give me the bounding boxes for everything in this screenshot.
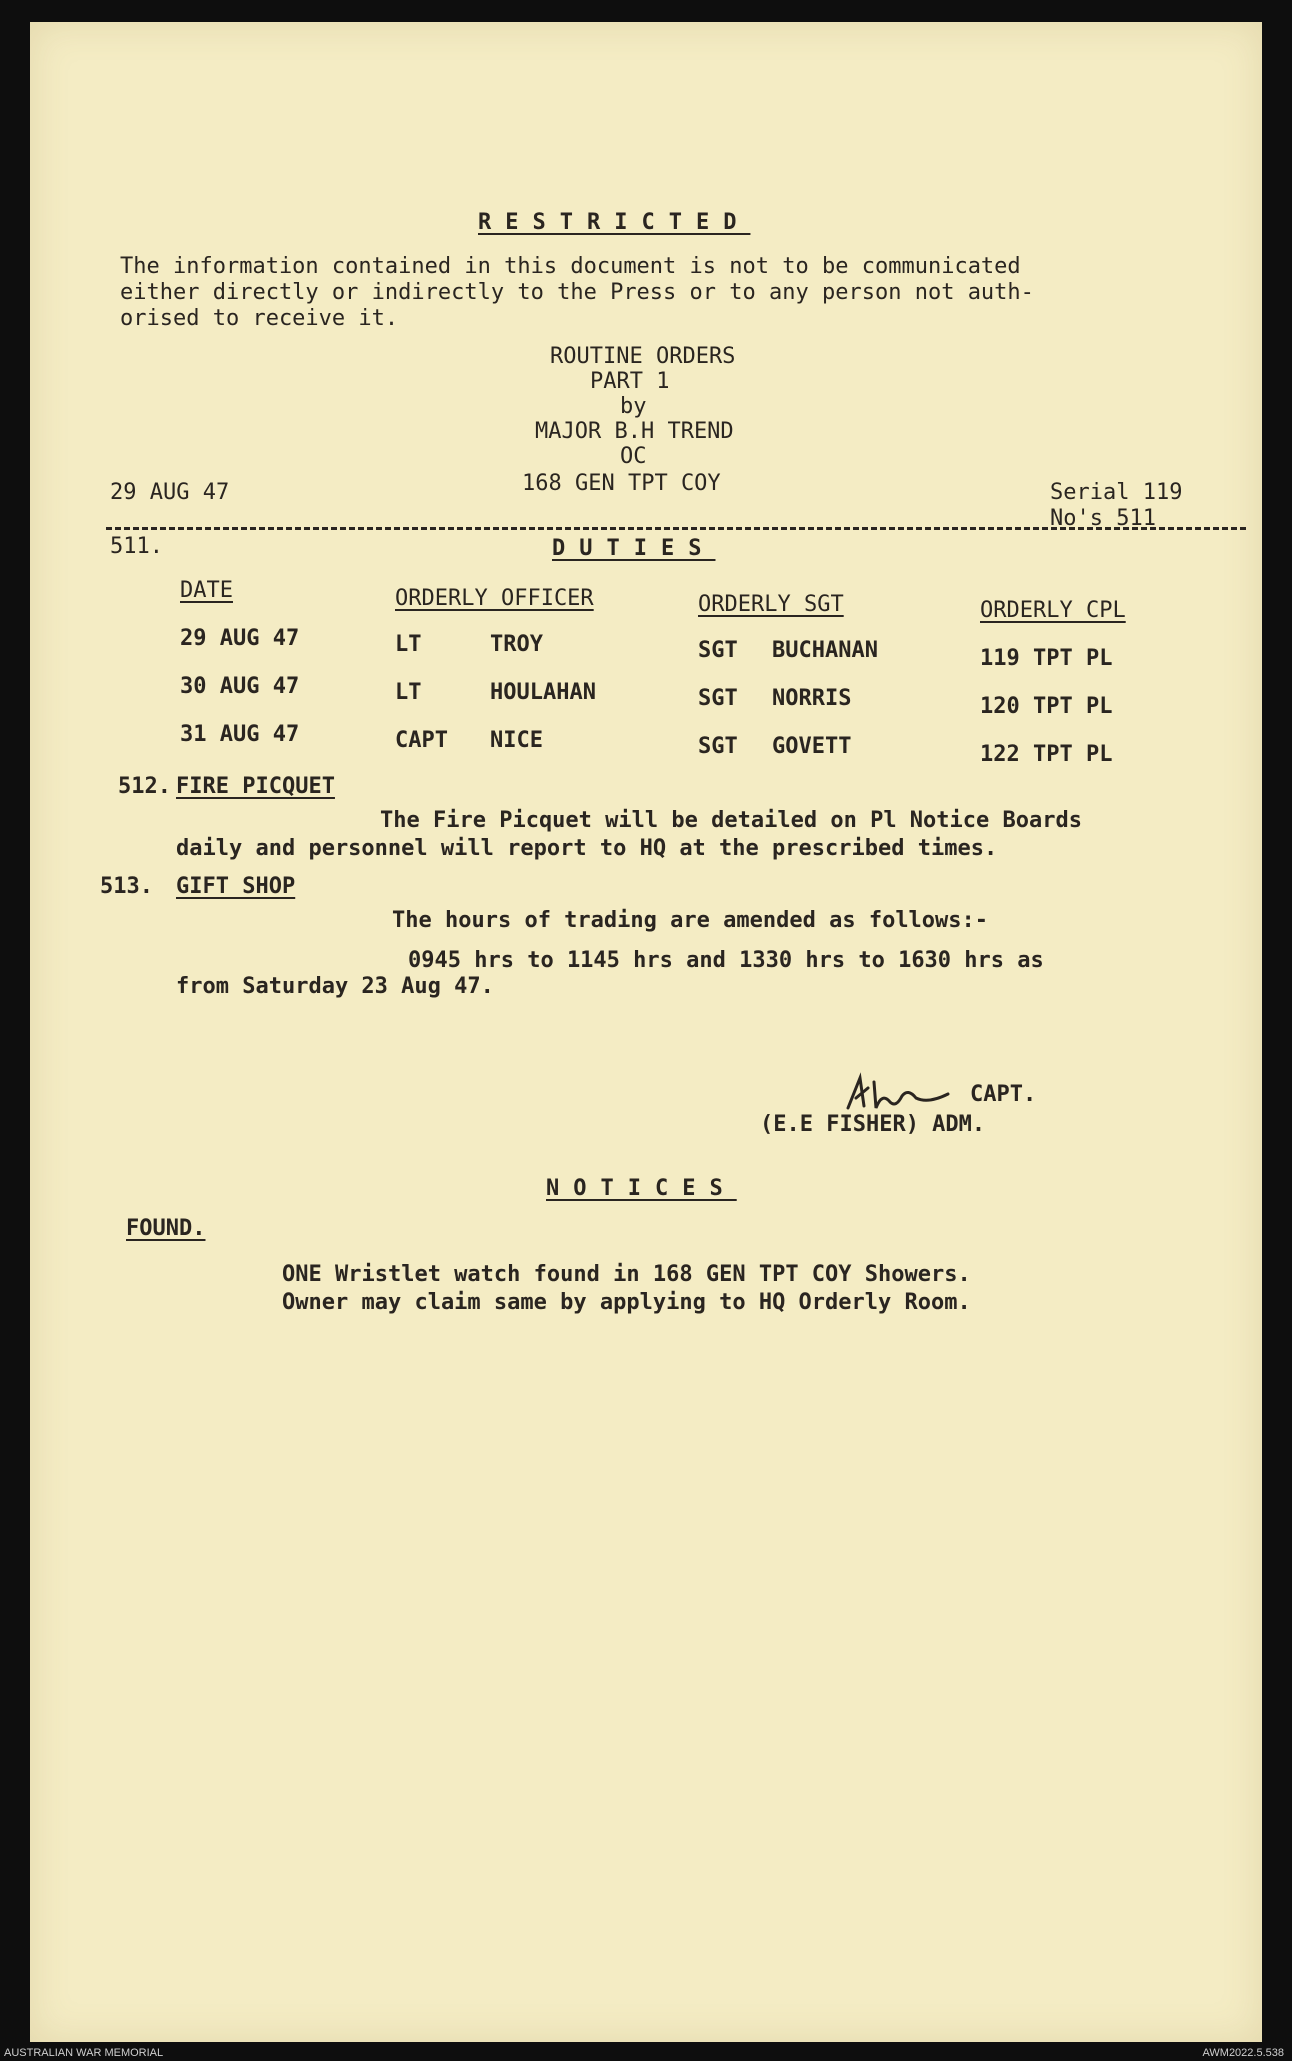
gift-shop-number: 513.	[100, 874, 153, 899]
restricted-heading: RESTRICTED	[478, 210, 751, 235]
restricted-line-1: The information contained in this document is not to be communicated	[120, 254, 1021, 279]
duties-col-cpl: ORDERLY CPL	[980, 598, 1126, 623]
duty-row-2-cpl: 120 TPT PL	[980, 694, 1113, 719]
header-oc: OC	[620, 444, 647, 469]
order-date: 29 AUG 47	[110, 480, 230, 505]
gift-shop-line-3: from Saturday 23 Aug 47.	[176, 974, 494, 999]
footer-reference: AWM2022.5.538	[1202, 2047, 1284, 2059]
fire-picquet-heading: FIRE PICQUET	[176, 774, 335, 799]
duty-row-3-officer-name: NICE	[490, 728, 543, 753]
signature-rank: CAPT.	[970, 1082, 1037, 1107]
duties-col-date: DATE	[180, 578, 233, 603]
serial-number: Serial 119	[1050, 480, 1183, 505]
fire-picquet-number: 512.	[118, 774, 171, 799]
duty-row-1-sgt-rank: SGT	[698, 638, 738, 663]
gift-shop-line-1: The hours of trading are amended as follows:-	[392, 908, 989, 933]
duty-row-3-date: 31 AUG 47	[180, 722, 300, 747]
duties-number: 511.	[110, 534, 163, 559]
found-heading: FOUND.	[126, 1216, 206, 1241]
duty-row-3-sgt-rank: SGT	[698, 734, 738, 759]
duty-row-3-officer-rank: CAPT	[395, 728, 448, 753]
duty-row-1-officer-rank: LT	[395, 632, 422, 657]
order-numbers: No's 511	[1050, 506, 1156, 531]
header-by: by	[620, 394, 647, 419]
notices-heading: NOTICES	[546, 1176, 737, 1201]
document-page	[30, 22, 1262, 2042]
duties-heading: DUTIES	[552, 536, 716, 561]
header-unit: 168 GEN TPT COY	[522, 471, 721, 496]
duty-row-1-date: 29 AUG 47	[180, 626, 300, 651]
duty-row-2-officer-rank: LT	[395, 680, 422, 705]
header-part: PART 1	[590, 369, 670, 394]
header-major: MAJOR B.H TREND	[535, 419, 734, 444]
duty-row-1-sgt-name: BUCHANAN	[772, 638, 878, 663]
duty-row-3-cpl: 122 TPT PL	[980, 742, 1113, 767]
notice-line-1: ONE Wristlet watch found in 168 GEN TPT COY Showers.	[282, 1262, 971, 1287]
gift-shop-line-2: 0945 hrs to 1145 hrs and 1330 hrs to 1630 hrs as	[408, 948, 1044, 973]
fire-picquet-line-2: daily and personnel will report to HQ at the prescribed times.	[176, 836, 998, 861]
duty-row-3-sgt-name: GOVETT	[772, 734, 852, 759]
duty-row-2-sgt-name: NORRIS	[772, 686, 852, 711]
section-divider	[106, 527, 1246, 530]
notice-line-2: Owner may claim same by applying to HQ Orderly Room.	[282, 1290, 971, 1315]
duties-col-sgt: ORDERLY SGT	[698, 592, 844, 617]
duty-row-2-sgt-rank: SGT	[698, 686, 738, 711]
header-title: ROUTINE ORDERS	[550, 344, 736, 369]
fire-picquet-line-1: The Fire Picquet will be detailed on Pl Notice Boards	[380, 808, 1082, 833]
duty-row-2-date: 30 AUG 47	[180, 674, 300, 699]
restricted-line-3: orised to receive it.	[120, 306, 399, 331]
signature-name: (E.E FISHER) ADM.	[760, 1112, 986, 1137]
duty-row-2-officer-name: HOULAHAN	[490, 680, 596, 705]
footer-source: AUSTRALIAN WAR MEMORIAL	[4, 2047, 164, 2059]
restricted-line-2: either directly or indirectly to the Press or to any person not auth-	[120, 280, 1034, 305]
duty-row-1-officer-name: TROY	[490, 632, 543, 657]
duties-col-officer: ORDERLY OFFICER	[395, 586, 594, 611]
gift-shop-heading: GIFT SHOP	[176, 874, 296, 899]
duty-row-1-cpl: 119 TPT PL	[980, 646, 1113, 671]
